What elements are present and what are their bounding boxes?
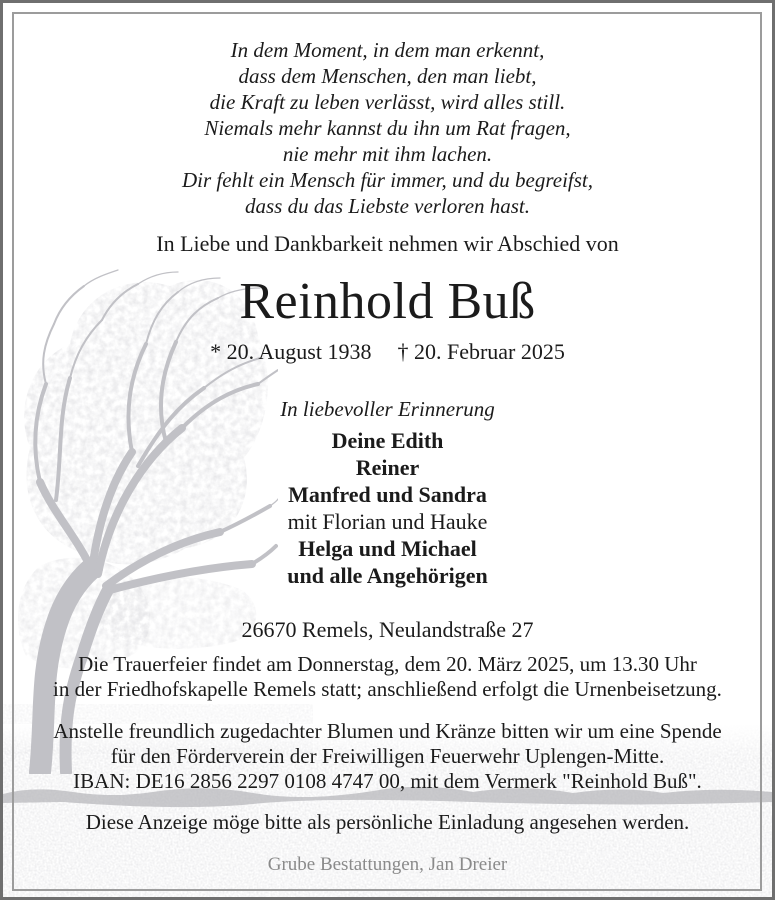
invitation-note: Diese Anzeige möge bitte als persönliche Einladung angesehen werden. <box>85 810 690 834</box>
mourner-line: mit Florian und Hauke <box>287 509 488 534</box>
funeral-service-info <box>12 652 763 702</box>
home-address: 26670 Remels, Neulandstraße 27 <box>241 617 534 642</box>
donation-line: für den Förderverein der Freiwilligen Feuerwehr Uplengen-Mitte. <box>110 744 665 768</box>
mourners-list <box>12 427 763 589</box>
life-dates <box>12 339 763 365</box>
deceased-name: Reinhold Buß <box>239 273 536 330</box>
mourner-line: Reiner <box>355 455 420 480</box>
service-line: Die Trauerfeier findet am Donnerstag, dem 20. März 2025, um 13.30 Uhr <box>78 652 697 676</box>
poem-line: In dem Moment, in dem man erkennt, <box>230 38 545 62</box>
donation-line: Anstelle freundlich zugedachter Blumen und Kränze bitten wir um eine Spende <box>53 719 722 743</box>
donation-line: IBAN: DE16 2856 2297 0108 4747 00, mit dem Vermerk "Reinhold Buß". <box>73 769 702 793</box>
farewell-intro: In Liebe und Dankbarkeit nehmen wir Abschied von <box>156 231 619 256</box>
memorial-poem <box>12 12 763 219</box>
poem-line: dass dem Menschen, den man liebt, <box>238 64 537 88</box>
funeral-home-credit: Grube Bestattungen, Jan Dreier <box>267 854 508 875</box>
memory-heading: In liebevoller Erinnerung <box>280 397 495 421</box>
poem-line: Niemals mehr kannst du ihn um Rat fragen, <box>204 116 571 140</box>
death-date: † 20. Februar 2025 <box>397 339 565 364</box>
poem-line: Dir fehlt ein Mensch für immer, und du begreifst, <box>181 168 593 192</box>
donation-info <box>12 719 763 794</box>
mourner-line: Manfred und Sandra <box>288 482 487 507</box>
birth-date: * 20. August 1938 <box>210 339 372 364</box>
mourner-line: und alle Angehörigen <box>287 563 488 588</box>
service-line: in der Friedhofskapelle Remels statt; anschließend erfolgt die Urnenbeisetzung. <box>53 677 722 701</box>
obituary-notice <box>12 12 763 878</box>
mourner-line: Deine Edith <box>331 428 444 453</box>
poem-line: dass du das Liebste verloren hast. <box>244 194 531 218</box>
poem-line: nie mehr mit ihm lachen. <box>282 142 493 166</box>
poem-line: die Kraft zu leben verlässt, wird alles still. <box>209 90 566 114</box>
mourner-line: Helga und Michael <box>298 536 477 561</box>
